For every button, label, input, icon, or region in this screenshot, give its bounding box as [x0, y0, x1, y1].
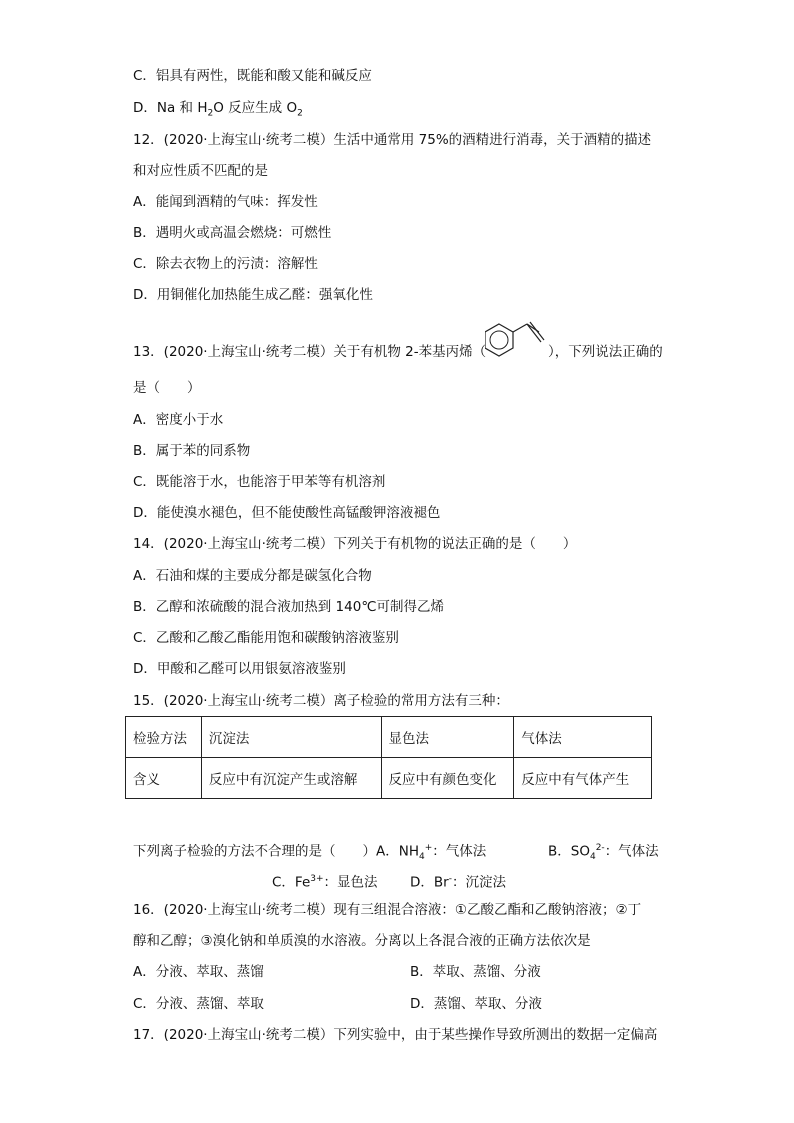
q12-stem-line2: 和对应性质不匹配的是 — [133, 163, 268, 179]
q15-question-line1: 下列离子检验的方法不合理的是（ ）A．$NH_4^+$：气体法 — [133, 843, 487, 863]
q13-option-a: A．密度小于水 — [133, 412, 224, 428]
q12-stem-line1: 12．(2020·上海宝山·统考二模）生活中通常用 75%的酒精进行消毒，关于酒精的描述 — [133, 132, 652, 148]
q13-option-b: B．属于苯的同系物 — [133, 443, 251, 459]
q12-option-c: C．除去衣物上的污渍：溶解性 — [133, 256, 318, 272]
q14-option-b: B．乙醇和浓硫酸的混合液加热到 140℃可制得乙烯 — [133, 599, 444, 615]
q17-stem-line1: 17．(2020·上海宝山·统考二模）下列实验中，由于某些操作导致所测出的数据一定偏高 — [133, 1027, 658, 1043]
q15-stem: 15．(2020·上海宝山·统考二模）离子检验的常用方法有三种： — [133, 693, 509, 709]
q14-option-a: A．石油和煤的主要成分都是碳氢化合物 — [133, 568, 372, 584]
q14-option-d: D．甲酸和乙醛可以用银氨溶液鉴别 — [133, 661, 346, 677]
q12-option-d: D．用铜催化加热能生成乙醛：强氧化性 — [133, 287, 373, 303]
table-cell: 反应中有颜色变化 — [381, 758, 514, 799]
q15-option-c: C．$Fe^{3+}$：显色法 — [272, 874, 378, 891]
table-row — [126, 717, 652, 758]
q16-stem-line2: 醇和乙醇；③溴化钠和单质溴的水溶液。分离以上各混合液的正确方法依次是 — [133, 933, 591, 949]
q11-option-c: C．铝具有两性，既能和酸又能和碱反应 — [133, 68, 372, 84]
q13-option-c: C．既能溶于水，也能溶于甲苯等有机溶剂 — [133, 474, 386, 490]
q13-option-d: D．能使溴水褪色，但不能使酸性高锰酸钾溶液褪色 — [133, 505, 441, 521]
table-cell: 显色法 — [381, 717, 514, 758]
table-cell: 反应中有气体产生 — [514, 758, 652, 799]
table-cell: 检验方法 — [126, 717, 202, 758]
2-phenylpropene-structure-icon — [485, 320, 553, 362]
table-cell: 反应中有沉淀产生或溶解 — [201, 758, 381, 799]
table-cell: 气体法 — [514, 717, 652, 758]
q16-stem-line1: 16．(2020·上海宝山·统考二模）现有三组混合溶液：①乙酸乙酯和乙酸钠溶液；②丁 — [133, 902, 642, 918]
q16-option-b: B．萃取、蒸馏、分液 — [410, 964, 541, 980]
table-cell: 沉淀法 — [201, 717, 381, 758]
table-row — [126, 758, 652, 799]
ion-test-methods-table — [125, 716, 652, 799]
q15-option-b: B．$SO_4^{2-}$：气体法 — [548, 843, 659, 863]
q13-stem-line2: 是（ ） — [133, 380, 201, 396]
q16-option-a: A．分液、萃取、蒸馏 — [133, 964, 264, 980]
q12-option-b: B．遇明火或高温会燃烧：可燃性 — [133, 225, 332, 241]
q12-option-a: A．能闻到酒精的气味：挥发性 — [133, 194, 318, 210]
q15-option-d: D．Br-：沉淀法 — [410, 874, 506, 891]
q14-stem: 14．(2020·上海宝山·统考二模）下列关于有机物的说法正确的是（ ） — [133, 536, 577, 552]
q13-stem-line1-post: ），下列说法正确的 — [548, 344, 663, 360]
q11-option-d: D．Na 和 $H_2O$ 反应生成 $O_2$ — [133, 100, 303, 119]
q16-option-c: C．分液、蒸馏、萃取 — [133, 996, 264, 1012]
q16-option-d: D．蒸馏、萃取、分液 — [410, 996, 542, 1012]
q13-stem-line1-pre: 13．(2020·上海宝山·统考二模）关于有机物 2-苯基丙烯（ — [133, 344, 487, 360]
table-cell: 含义 — [126, 758, 202, 799]
q14-option-c: C．乙酸和乙酸乙酯能用饱和碳酸钠溶液鉴别 — [133, 630, 399, 646]
